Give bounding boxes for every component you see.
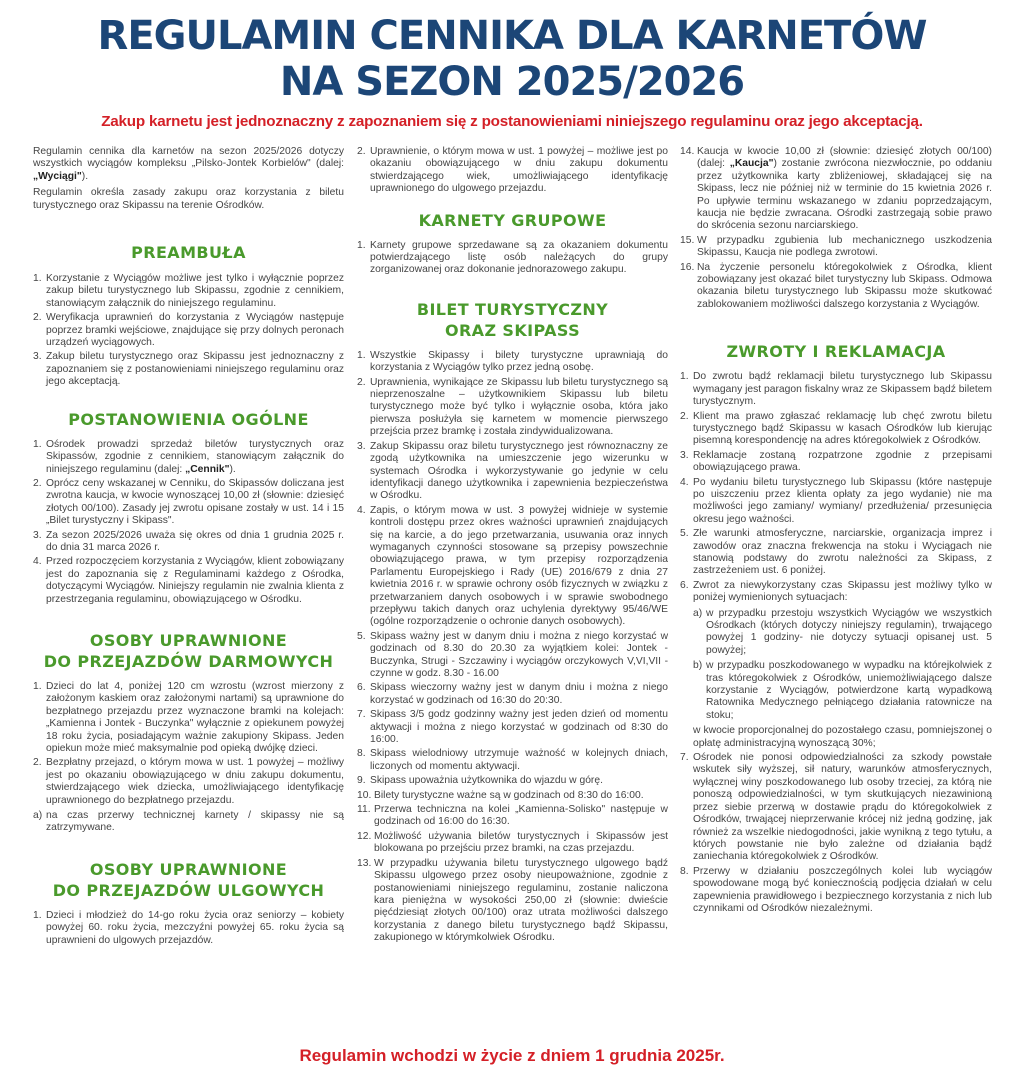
list-text: W przypadku używania biletu turystycznego ulgowego bądź Skipassu ulgowego przez osoby nieupoważnione, zgodnie z postanowieniami niniejszego regulaminu, zostanie naliczona kara pieniężna w wysokości 250,00 zł (słownie: dwieście pięćdziesiąt złotych 00/100) oraz utrata możliwości dalszego korzystania z danego biletu turystycznego bądź Skipassu, zakupionego w którymkolwiek Ośrodku. xyxy=(374,857,668,944)
list-text: Przerwy w działaniu poszczególnych kolei lub wyciągów spowodowane mogą być koniecznością podjęcia działań w celu zapewnienia prawidłowego i bezpiecznego korzystania z nich lub czynnikami od Ośrodków niezależnymi. xyxy=(693,865,992,914)
footer-effective-date: Regulamin wchodzi w życie z dniem 1 grudnia 2025r. xyxy=(299,1046,725,1065)
list-item xyxy=(357,682,668,707)
list-number: 2. xyxy=(357,376,366,388)
list-item xyxy=(357,775,668,787)
bilet-list-after xyxy=(680,235,992,311)
ulgowe-list-2 xyxy=(357,146,668,196)
bilet-list xyxy=(357,350,668,945)
column-middle xyxy=(357,146,668,947)
list-number: 2. xyxy=(33,477,42,489)
list-text: Skipass ważny jest w danym dniu i można z niego korzystać w godzinach od 8.30 do 20.30 za wyjątkiem kolei: Jontek - Buczynka, Strugi - Szczawiny i wyciągów orczykowych V,VI,VII - czynne w godz. 8.30 - 16.00 xyxy=(370,630,668,679)
list-text: Przed rozpoczęciem korzystania z Wyciągów, klient zobowiązany jest do zapoznania się z Regulaminami każdego z Ośrodka, dotyczącymi Wyciągów. Niniejszy regulamin nie zwalnia klienta z przestrzegania regulaminu, obowiązującego w Ośrodku. xyxy=(46,556,344,605)
list-text: Zakup biletu turystycznego oraz Skipassu jest jednoznaczny z zapoznaniem się z postanowieniami niniejszego regulaminu oraz jego akceptacją. xyxy=(46,351,344,388)
list-text: Bilety turystyczne ważne są w godzinach od 8:30 do 16:00. xyxy=(374,789,644,801)
zwroty-sub-note: w kwocie proporcjonalnej do pozostałego czasu, pomniejszonej o opłatę administracyjną wynoszącą 30%; xyxy=(693,725,992,749)
list-item xyxy=(680,752,992,864)
list-item xyxy=(357,709,668,746)
list-item xyxy=(357,631,668,681)
section-title-postanowienia: POSTANOWIENIA OGÓLNE xyxy=(68,409,309,429)
section-title-darmowe-2: DO PRZEJAZDÓW DARMOWYCH xyxy=(43,651,334,671)
list-number: 6. xyxy=(357,682,366,694)
list-item xyxy=(33,681,344,755)
list-text: Wszystkie Skipassy i bilety turystyczne uprawniają do korzystania z Wyciągów tylko przez jedną osobę. xyxy=(370,349,668,374)
list-item: 1. Ośrodek prowadzi sprzedaż biletów turystycznych oraz Skipassów, zgodnie z cennikiem, stanowiącym załącznik do niniejszego regulaminu (dalej: „Cennik"). xyxy=(33,438,344,475)
list-item xyxy=(680,262,992,312)
grupowe-list xyxy=(357,240,668,277)
list-number: 1. xyxy=(33,273,42,285)
postanowienia-list-cont xyxy=(33,478,344,606)
list-item xyxy=(357,441,668,503)
list-item xyxy=(357,831,668,856)
section-title-grupowe: KARNETY GRUPOWE xyxy=(418,210,607,230)
list-item xyxy=(680,411,992,448)
ulgowe-list-1 xyxy=(33,910,344,947)
list-text: Weryfikacja uprawnień do korzystania z Wyciągów następuje poprzez bramki wejściowe, znajdujące się przy dolnych peronach urządzeń wyciągowych. xyxy=(46,312,344,349)
list-item xyxy=(33,910,344,947)
darmowe-sub-a: a) na czas przerwy technicznej karnety / skipassy nie są zatrzymywane. xyxy=(33,810,344,834)
list-text: Po wydaniu biletu turystycznego lub Skipassu (które następuje po uiszczeniu przez klienta opłaty za jego wydanie) nie ma możliwości jego zamiany/ wymiany/ przedłużenia/ przesunięcia okresu jego ważności. xyxy=(693,476,992,525)
section-title-darmowe-1: OSOBY UPRAWNIONE xyxy=(89,630,288,650)
list-text: Zakup Skipassu oraz biletu turystycznego jest równoznaczny ze zgodą użytkownika na umieszczenie jego wizerunku w systemach Ośrodka i wykorzystywanie go jedynie w celu identyfikacji danego użytkownika i zapewnienia bezpieczeństwa w Ośrodku. xyxy=(370,440,668,502)
list-text: Ośrodek nie ponosi odpowiedzialności za szkody powstałe wskutek siły wyższej, sił natury, warunków atmosferycznych, wyłącznej winy poszkodowanego lub osoby trzeciej, za którą nie ponoszą odpowiedzialności, w tym skutkujących niezawinioną przez siebie przerwą w dostawie prądu do któregokolwiek z Ośrodków, trwającej nieprzerwanie krócej niż jedną godzinę, jak również za wszelkie niedogodności, jakie wynikną z tego tytułu, a których powstanie nie było zależne od działania bądź zaniechania któregokolwiek z Ośrodków. xyxy=(693,752,992,863)
list-item xyxy=(33,530,344,555)
list-number: 1. xyxy=(680,371,689,383)
list-item xyxy=(33,478,344,528)
list-item xyxy=(357,790,668,802)
list-item xyxy=(357,350,668,375)
list-item xyxy=(357,748,668,773)
list-text: Bezpłatny przejazd, o którym mowa w ust. 1 powyżej – możliwy jest po okazaniu obowiązującego w dniu zakupu dokumentu, stwierdzającego wiek dziecka, umożliwiającego identyfikację uprawnionego do bezpłatnego przejazdu. xyxy=(46,757,344,806)
list-text: W przypadku zgubienia lub mechanicznego uszkodzenia Skipassu, Kaucja nie podlega zwrotowi. xyxy=(697,234,992,259)
list-item xyxy=(680,235,992,260)
list-number: 4. xyxy=(357,504,366,516)
list-item xyxy=(680,528,992,578)
list-number: 3. xyxy=(33,529,42,541)
list-text: Uprawnienie, o którym mowa w ust. 1 powyżej – możliwe jest po okazaniu obowiązującego w dniu zakupu dokumentu stwierdzającego wiek, umożliwiającego identyfikację uprawnionego do ulgowego przejazdu. xyxy=(370,146,668,195)
list-number: 7. xyxy=(357,709,366,721)
list-text: Skipass upoważnia użytkownika do wjazdu w górę. xyxy=(370,775,603,787)
section-title-zwroty: ZWROTY I REKLAMACJA xyxy=(726,342,946,362)
list-text: Zapis, o którym mowa w ust. 3 powyżej widnieje w systemie kontroli dostępu przez okres ważności uprawnień znajdujących się na karcie, a do jego przetwarzania, usuwania oraz innych wymaganych czynności stosowane są przepisy powszechnie obowiązującego prawa, w tym przepisy rozporządzenia Parlamentu Europejskiego i Rady (UE) 2016/679 z dnia 27 kwietnia 2016 r. w sprawie ochrony osób fizycznych w związku z przetwarzaniem danych osobowych i w sprawie swobodnego przepływu takich danych oraz uchylenia dyrektywy 95/46/WE (ogólne rozporządzenie o ochronie danych osobowych). xyxy=(370,504,668,628)
intro-paragraph-1: Regulamin cennika dla karnetów na sezon 2025/2026 dotyczy wszystkich wyciągów kompleksu „Pilsko-Jontek Korbielów" (dalej: „Wyciągi"). xyxy=(33,146,344,182)
list-text: Korzystanie z Wyciągów możliwe jest tylko i wyłącznie poprzez zakup biletu turystycznego lub Skipassu, zgodnie z cennikiem, stanowiącym załącznik do niniejszego regulaminu. xyxy=(46,273,344,309)
darmowe-list xyxy=(33,681,344,807)
list-number: 8. xyxy=(680,865,689,877)
list-text: Dzieci do lat 4, poniżej 120 cm wzrostu (wzrost mierzony z założonym kaskiem oraz założonymi nartami) są uprawnione do bezpłatnego przejazdu przez wyznaczone bramki na kolejach: „Kamienna i Jontek - Buczynka" wyłącznie z opiekunem powyżej 18 roku życia, posiadającym ważnie zakupiony Skipass. Jeden opiekun może mieć maksymalnie pod opieką dwójkę dzieci. xyxy=(46,680,344,754)
list-item xyxy=(33,556,344,606)
section-title-bilet-2: ORAZ SKIPASS xyxy=(444,320,581,340)
column-right xyxy=(680,146,992,917)
list-number: 7. xyxy=(680,752,689,764)
section-title-ulgowe-1: OSOBY UPRAWNIONE xyxy=(89,859,288,879)
zwroty-sub-b: b) w przypadku poszkodowanego w wypadku na którejkolwiek z tras któregokolwiek z Ośrodków, uniemożliwiającego dalsze korzystanie z Wyciągów, potwierdzone kartą wypadkową Ratownika Medycznego pełniącego działania ratownicze na stoku; xyxy=(693,660,992,721)
list-text: Skipass wielodniowy utrzymuje ważność w kolejnych dniach, liczonych od momentu aktywacji. xyxy=(370,748,668,772)
list-number: 3. xyxy=(680,449,689,461)
section-title-preambula: PREAMBUŁA xyxy=(131,243,246,263)
list-text: Przerwa techniczna na kolei „Kamienna-Solisko" następuje w godzinach od 16:00 do 16:30. xyxy=(374,804,668,828)
list-text: Za sezon 2025/2026 uważa się okres od dnia 1 grudnia 2025 r. do dnia 31 marca 2026 r. xyxy=(46,529,344,553)
list-item xyxy=(357,505,668,629)
list-item xyxy=(680,371,992,408)
list-item xyxy=(357,146,668,196)
list-number: 1. xyxy=(33,909,42,921)
list-number: 4. xyxy=(680,476,689,488)
list-number: 8. xyxy=(357,748,366,760)
list-number: 2. xyxy=(33,312,42,324)
list-item xyxy=(33,351,344,388)
page-title-line2: NA SEZON 2025/2026 xyxy=(279,59,745,105)
list-item xyxy=(680,866,992,916)
page-subtitle: Zakup karnetu jest jednoznaczny z zapoznaniem się z postanowieniami niniejszego regulaminu oraz jego akceptacją. xyxy=(101,113,923,130)
list-number: 1. xyxy=(357,349,366,361)
list-number: 10. xyxy=(357,789,372,801)
zwroty-sub-a: a) w przypadku przestoju wszystkich Wyciągów we wszystkich Ośrodkach (których dotyczy niniejszy regulamin), trwającego powyżej 1 godziny- nie dotyczy sytuacji opisanej ust. 5 powyżej; xyxy=(693,607,992,656)
list-text: Złe warunki atmosferyczne, narciarskie, organizacja imprez i zawodów oraz znaczna frekwencja na stoku i Wyciągach nie stanowią podstawy do zwrotu należności za Skipass, z zastrzeżeniem ust. 6 poniżej. xyxy=(693,528,992,577)
list-item xyxy=(33,312,344,349)
list-item xyxy=(680,580,992,605)
list-text: Reklamacje zostaną rozpatrzone zgodnie z przepisami obowiązującego prawa. xyxy=(693,449,992,474)
list-item xyxy=(33,757,344,807)
list-number: 3. xyxy=(357,440,366,452)
list-text: Uprawnienia, wynikające ze Skipassu lub biletu turystycznego są nieprzenoszalne – użytkownikiem Skipassu lub biletu turystycznego może być tylko i wyłącznie osoba, która jako pierwsza posłużyła się karnetem w momencie pierwszego przejścia przez bramkę i została zindywidualizowana. xyxy=(370,376,668,438)
list-number: 5. xyxy=(357,630,366,642)
list-number: 3. xyxy=(33,351,42,363)
page-title-line1: REGULAMIN CENNIKA DLA KARNETÓW xyxy=(97,13,927,59)
list-item xyxy=(357,240,668,277)
list-text: Zwrot za niewykorzystany czas Skipassu jest możliwy tylko w poniżej wymienionych sytuacjach: xyxy=(693,579,992,604)
preambula-list xyxy=(33,273,344,389)
list-number: 2. xyxy=(680,410,689,422)
column-left xyxy=(33,146,344,949)
list-text: Skipass wieczorny ważny jest w danym dniu i można z niego korzystać w godzinach od 16:30 do 20:30. xyxy=(370,682,668,706)
list-number: 12. xyxy=(357,830,372,842)
list-item xyxy=(680,450,992,475)
list-item xyxy=(33,273,344,310)
postanowienia-list xyxy=(33,439,344,476)
list-number: 1. xyxy=(33,680,42,692)
list-number: 11. xyxy=(357,804,371,816)
list-number: 9. xyxy=(357,775,366,787)
list-text: Na życzenie personelu któregokolwiek z Ośrodka, klient zobowiązany jest okazać bilet turystyczny lub Skipass. Odmowa okazania biletu turystycznego lub Skipassu może skutkować zablokowaniem możliwości dalszego korzystania z Wyciągów. xyxy=(697,261,992,310)
bilet-list-cont xyxy=(680,146,992,233)
list-text: Skipass 3/5 godz godzinny ważny jest jeden dzień od momentu aktywacji i można z niego korzystać w godzinach od 8:30 do 16:00. xyxy=(370,709,668,746)
list-item xyxy=(680,477,992,527)
zwroty-list xyxy=(680,371,992,604)
section-title-ulgowe-2: DO PRZEJAZDÓW ULGOWYCH xyxy=(52,880,325,900)
list-item xyxy=(357,858,668,945)
intro-paragraph-2: Regulamin określa zasady zakupu oraz korzystania z biletu turystycznego oraz Skipassu na terenie Ośrodków. xyxy=(33,187,344,211)
list-text: Karnety grupowe sprzedawane są za okazaniem dokumentu potwierdzającego listę osób należących do grupy zorganizowanej oraz dokonanie jednorazowego zakupu. xyxy=(370,239,668,276)
list-text: Klient ma prawo zgłaszać reklamację lub chęć zwrotu biletu turystycznego bądź Skipassu w kasach Ośrodków lub kierując pisemną korespondencję na adres któregokolwiek z Ośrodków. xyxy=(693,410,992,447)
list-text: Oprócz ceny wskazanej w Cenniku, do Skipassów doliczana jest zwrotna kaucja, w kwocie wynoszącej 10,00 zł (słownie: dziesięć złotych 00/100). Zasady jej zwrotu opisane zostały w ust. 14 i 15 „Bilet turystyczny i Skipass". xyxy=(46,477,344,527)
list-number: 2. xyxy=(33,757,42,769)
list-number: 1. xyxy=(357,239,366,251)
list-number: 15. xyxy=(680,234,695,246)
list-item xyxy=(357,804,668,829)
list-number: 13. xyxy=(357,857,372,869)
list-number: 6. xyxy=(680,579,689,591)
section-title-bilet-1: BILET TURYSTYCZNY xyxy=(416,299,609,319)
list-number: 2. xyxy=(357,146,366,157)
list-text: Możliwość używania biletów turystycznych i Skipassów jest blokowana po przejściu przez bramki, na czas przejazdu. xyxy=(374,830,668,855)
list-number: 4. xyxy=(33,556,42,568)
zwroty-list-after xyxy=(680,752,992,915)
list-text: Dzieci i młodzież do 14-go roku życia oraz seniorzy – kobiety powyżej 60. roku życia, mezczyźni powyżej 65. roku życia są uprawnieni do ulgowych przejazdów. xyxy=(46,909,344,946)
list-text: Do zwrotu bądź reklamacji biletu turystycznego lub Skipassu wymagany jest paragon fiskalny wraz ze Skipassem bądź biletem turystycznym. xyxy=(693,371,992,408)
list-number: 16. xyxy=(680,261,695,273)
list-item: 14. Kaucja w kwocie 10,00 zł (słownie: dziesięć złotych 00/100) (dalej: „Kaucja") zostanie zwrócona niezwłocznie, po oddaniu przez użytkownika karty zbliżeniowej, składającej się na Skipass, lecz nie później niż w terminie do 15 kwietnia 2026 r. Po upływie terminu wskazanego w zdaniu poprzedzającym, kaucja nie będzie zwracana. Ośrodki zastrzegają sobie prawo do skrócenia sezonu narciarskiego. xyxy=(680,146,992,232)
list-number: 5. xyxy=(680,528,689,540)
list-item xyxy=(357,377,668,439)
